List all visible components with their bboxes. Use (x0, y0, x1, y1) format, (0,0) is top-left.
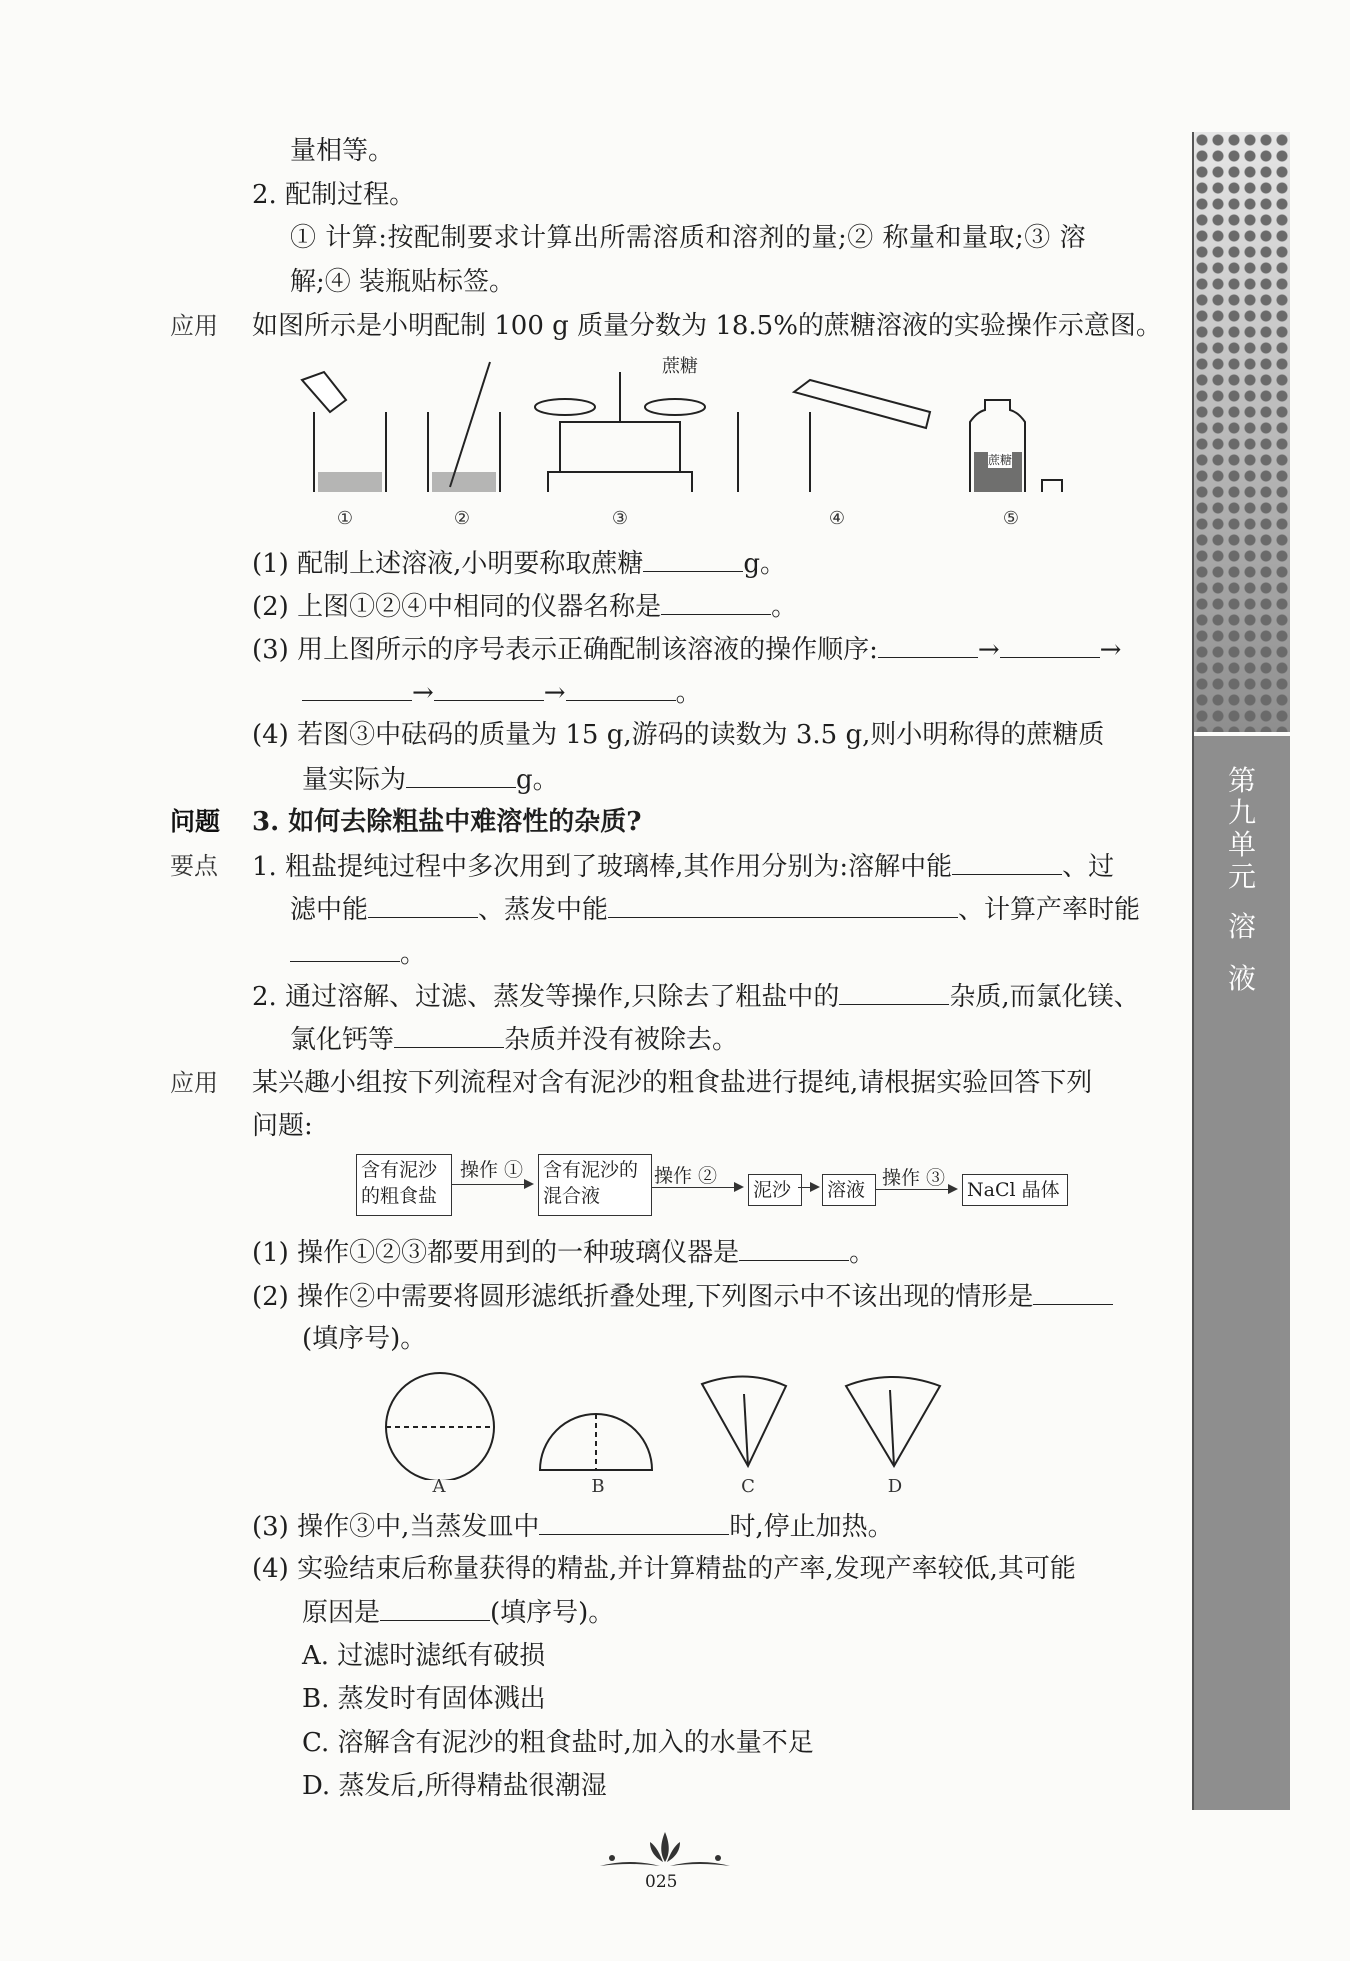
bottle-stopper (1042, 480, 1062, 492)
tab-char: 第 (1227, 764, 1256, 797)
application-text: 如图所示是小明配制 100 g 质量分数为 18.5%的蔗糖溶液的实验操作示意图。 (252, 311, 1162, 341)
answer-blank[interactable] (368, 891, 478, 918)
beaker-4 (738, 412, 810, 492)
tab-char: 液 (1227, 962, 1256, 995)
answer-blank[interactable] (839, 978, 949, 1005)
answer-blank[interactable] (406, 761, 516, 788)
keypoint-2-cont: 氯化钙等 杂质并没有被除去。 (290, 1021, 738, 1058)
page-number: 025 (645, 1872, 678, 1892)
answer-blank[interactable] (952, 848, 1062, 875)
flow-op-2: 操作 ② (654, 1165, 718, 1187)
answer-blank[interactable] (1000, 631, 1100, 658)
text-line: 解;④ 装瓶贴标签。 (290, 267, 516, 297)
ornament-icon (590, 1828, 740, 1874)
option-b: B. 蒸发时有固体溅出 (302, 1684, 546, 1714)
option-c: C. 溶解含有泥沙的粗食盐时,加入的水量不足 (302, 1728, 814, 1758)
flow-box-nacl: NaCl 晶体 (962, 1174, 1068, 1206)
figure-caption: ② (453, 508, 471, 529)
sub-question-3: (3) 操作③中,当蒸发皿中 时,停止加热。 (252, 1508, 894, 1545)
dot-pattern (1194, 132, 1290, 732)
figure-caption: ④ (828, 508, 846, 529)
flow-box-crude-salt: 含有泥沙 的粗食盐 (356, 1154, 452, 1216)
flow-arrow (798, 1187, 818, 1188)
problem-title: 3. 如何去除粗盐中难溶性的杂质? (252, 807, 642, 837)
tab-char: 溶 (1227, 910, 1256, 943)
answer-blank[interactable] (878, 631, 978, 658)
tab-char: 元 (1227, 860, 1256, 893)
section-label-application: 应用 (170, 1069, 218, 1097)
sub-question-1: (1) 操作①②③都要用到的一种玻璃仪器是 。 (252, 1234, 875, 1271)
section-label-keypoint: 要点 (170, 852, 218, 880)
flow-op-3: 操作 ③ (882, 1167, 946, 1189)
answer-blank[interactable] (302, 674, 412, 701)
answer-blank[interactable] (566, 674, 676, 701)
filter-paper-figure (380, 1370, 960, 1480)
text-line: 量相等。 (290, 136, 395, 166)
answer-blank[interactable] (290, 935, 400, 962)
flow-box-solution: 溶液 (822, 1174, 876, 1206)
measuring-cylinder (794, 380, 930, 428)
option-a: A. 过滤时滤纸有破损 (302, 1641, 546, 1671)
sub-question-2: (2) 操作②中需要将圆形滤纸折叠处理,下列图示中不该出现的情形是 (252, 1278, 1113, 1315)
figure-caption: C (741, 1476, 755, 1497)
answer-blank[interactable] (739, 1234, 849, 1261)
answer-blank[interactable] (394, 1021, 504, 1048)
flow-op-1: 操作 ① (460, 1159, 524, 1181)
figure-caption: B (591, 1476, 605, 1497)
paper-boat (302, 372, 346, 412)
flow-box-sediment: 泥沙 (748, 1174, 802, 1206)
question-4: (4) 若图③中砝码的质量为 15 g,游码的读数为 3.5 g,则小明称得的蔗糖质 (252, 720, 1105, 750)
sub-question-4-cont: 原因是 (填序号)。 (302, 1594, 614, 1631)
text-line: 2. 配制过程。 (252, 180, 416, 210)
answer-blank[interactable] (643, 545, 743, 572)
tab-char: 九 (1227, 796, 1256, 829)
sugar-label: 蔗糖 (662, 356, 698, 377)
sub-question-2-cont: (填序号)。 (302, 1324, 427, 1354)
answer-blank[interactable] (539, 1508, 729, 1535)
application-text: 问题: (252, 1111, 313, 1141)
flow-arrow (876, 1189, 956, 1190)
keypoint-1-cont: 滤中能 、蒸发中能 、计算产率时能 (290, 891, 1140, 928)
figure-caption: A (432, 1476, 446, 1497)
answer-blank[interactable] (434, 674, 544, 701)
balance-base (548, 472, 692, 492)
figure-caption: ③ (611, 508, 629, 529)
option-d: D. 蒸发后,所得精盐很潮湿 (302, 1771, 607, 1801)
figure-caption: ⑤ (1002, 508, 1020, 529)
keypoint-1: 1. 粗盐提纯过程中多次用到了玻璃棒,其作用分别为:溶解中能 、过 (252, 848, 1114, 885)
text-line: ① 计算:按配制要求计算出所需溶质和溶剂的量;② 称量和量取;③ 溶 (290, 223, 1087, 253)
question-3-cont: → → 。 (302, 674, 702, 711)
answer-blank[interactable] (380, 1594, 490, 1621)
question-3: (3) 用上图所示的序号表示正确配制该溶液的操作顺序: → → (252, 631, 1121, 668)
chapter-side-tab (1192, 132, 1290, 1810)
keypoint-1-end: 。 (290, 935, 426, 972)
bottle-label: 蔗糖 (988, 453, 1013, 467)
sub-question-4: (4) 实验结束后称量获得的精盐,并计算精盐的产率,发现产率较低,其可能 (252, 1554, 1076, 1584)
glass-rod (450, 362, 490, 487)
cone-C (702, 1376, 786, 1466)
question-1: (1) 配制上述溶液,小明要称取蔗糖 g。 (252, 545, 786, 582)
answer-blank[interactable] (608, 891, 958, 918)
tab-divider (1194, 732, 1290, 736)
flow-arrow (652, 1187, 742, 1188)
section-label-problem: 问题 (170, 807, 221, 836)
keypoint-2: 2. 通过溶解、过滤、蒸发等操作,只除去了粗盐中的 杂质,而氯化镁、 (252, 978, 1140, 1015)
answer-blank[interactable] (661, 588, 771, 615)
application-text: 某兴趣小组按下列流程对含有泥沙的粗食盐进行提纯,请根据实验回答下列 (252, 1068, 1093, 1098)
balance-body (560, 422, 680, 472)
flow-box-mixture: 含有泥沙的 混合液 (538, 1154, 652, 1216)
figure-caption: ① (336, 508, 354, 529)
tab-char: 单 (1227, 828, 1256, 861)
question-2: (2) 上图①②④中相同的仪器名称是 。 (252, 588, 797, 625)
figure-caption: D (887, 1476, 903, 1497)
flow-arrow (452, 1184, 532, 1185)
answer-blank[interactable] (1033, 1278, 1113, 1305)
question-4-cont: 量实际为 g。 (302, 761, 559, 798)
section-label-application: 应用 (170, 312, 218, 340)
